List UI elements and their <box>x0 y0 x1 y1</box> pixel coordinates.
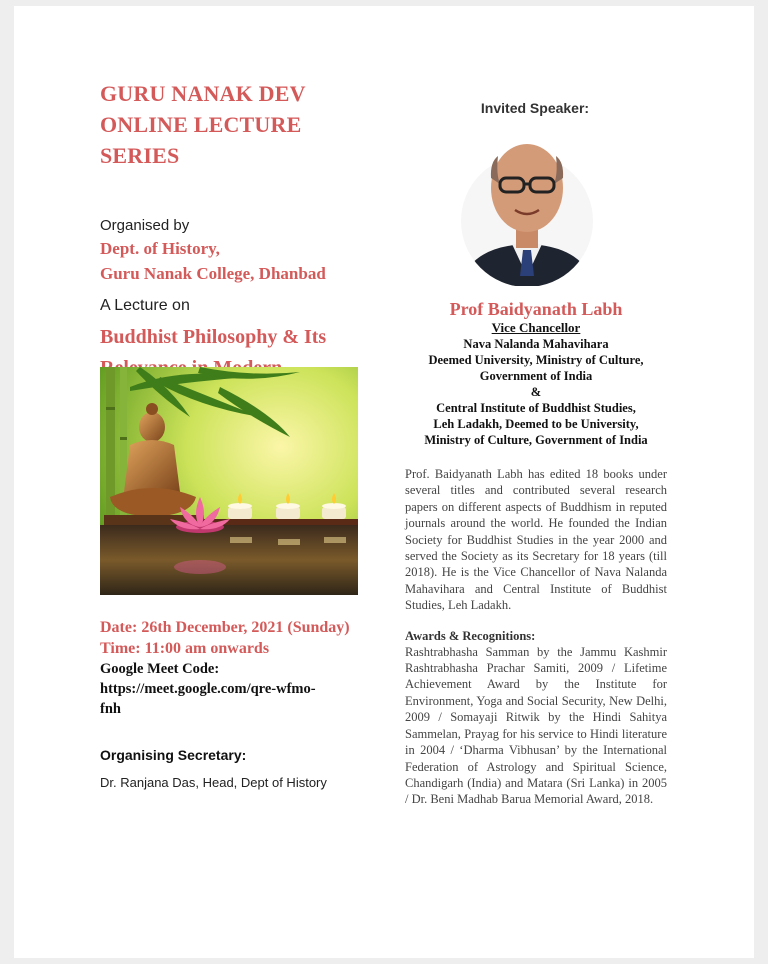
organised-by-label: Organised by <box>100 217 190 234</box>
lecture-title-line1: Buddhist Philosophy & Its <box>100 326 327 348</box>
speaker-photo <box>460 126 594 286</box>
series-title-line1: GURU NANAK DEV <box>100 81 306 106</box>
speaker-bio-section <box>405 466 667 808</box>
speaker-affiliation-4: Central Institute of Buddhist Studies, <box>436 401 636 415</box>
left-column <box>100 78 380 415</box>
series-title-line2: ONLINE LECTURE SERIES <box>100 112 302 168</box>
event-details <box>100 617 390 790</box>
speaker-bio: Prof. Baidyanath Labh has edited 18 books under several titles and contributed several research papers on different aspects of Buddhism in reputed journals around the world. He founded the Indian Society for Buddhist Studies in the year 2000 and served the Society as its Secretary for 18 years (till 2018). He is the Vice Chancellor of Nava Nalanda Mahavihara and Central Institute of Buddhist Studies, Leh Ladakh. <box>405 467 667 613</box>
dept-line1: Dept. of History, <box>100 239 220 258</box>
secretary-name: Dr. Ranjana Das, Head, Dept of History <box>100 775 327 790</box>
meet-code-line2[interactable]: fnh <box>100 701 121 717</box>
event-time: Time: 11:00 am onwards <box>100 640 270 657</box>
speaker-affiliation-3: Government of India <box>479 369 593 383</box>
speaker-affiliation-amp: & <box>530 385 542 399</box>
meet-code-line1[interactable]: https://meet.google.com/qre-wfmo- <box>100 681 316 697</box>
meet-code-label: Google Meet Code: <box>100 661 220 677</box>
lecture-label: A Lecture on <box>100 297 190 314</box>
buddha-candles-image <box>100 367 358 595</box>
awards-title: Awards & Recognitions: <box>405 628 536 643</box>
speaker-affiliation-6: Ministry of Culture, Government of India <box>424 433 648 447</box>
speaker-affiliation-5: Leh Ladakh, Deemed to be University, <box>433 417 639 431</box>
event-date: Date: 26th December, 2021 (Sunday) <box>100 619 350 636</box>
awards-text: Rashtrabhasha Samman by the Jammu Kashmir Rashtrabhasha Prachar Samiti, 2009 / Lifetime Achievement Award by the Institute for Environment, Yoga and Social Security, New Delhi, 2009 / Somayaji Ritwik by the Hindi Sahitya Sammelan, Prayag for his service to Hindi literature in 2004 / ‘Dharma Vibhusan’ by the International Federation of Astrology and Spiritual Science, Chandigarh (India) and Matara (Sri Lanka) in 2005 / Dr. Beni Madhab Barua Memorial Award, 2018. <box>405 644 667 807</box>
meet-code-link[interactable] <box>100 679 390 719</box>
speaker-role: Vice Chancellor <box>491 320 581 335</box>
speaker-block <box>405 298 667 448</box>
dept-line2: Guru Nanak College, Dhanbad <box>100 264 326 283</box>
secretary-label: Organising Secretary: <box>100 747 247 763</box>
speaker-affiliation-2: Deemed University, Ministry of Culture, <box>428 353 644 367</box>
speaker-name: Prof Baidyanath Labh <box>449 299 623 319</box>
invited-speaker-label: Invited Speaker: <box>480 100 590 116</box>
speaker-affiliation-1: Nava Nalanda Mahavihara <box>463 337 609 351</box>
